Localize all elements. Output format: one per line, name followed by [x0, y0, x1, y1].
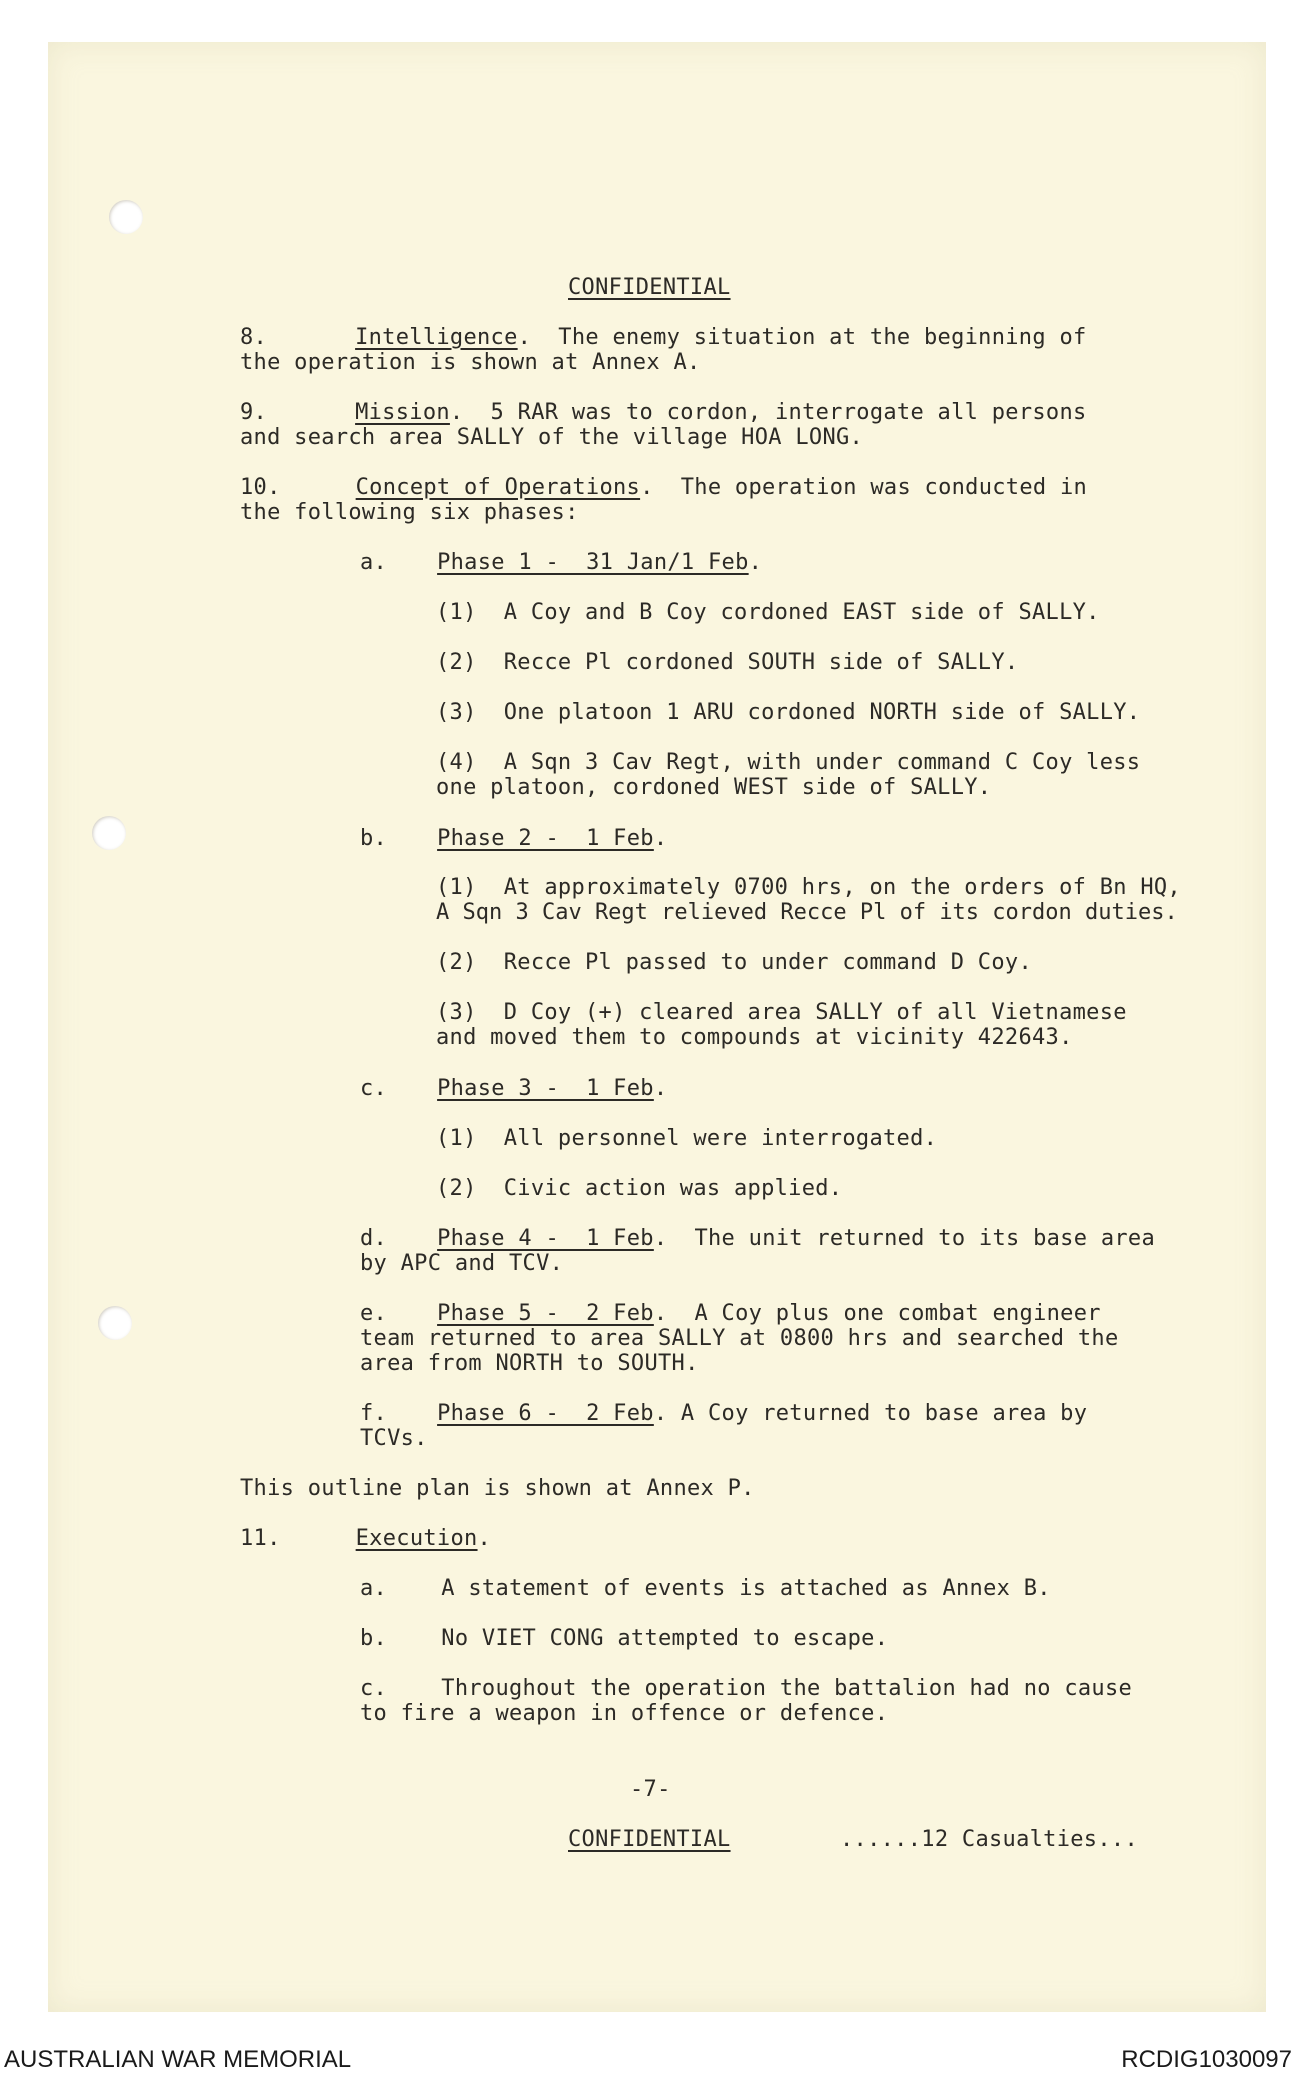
phase-a-letter: a.	[360, 550, 388, 575]
para11-item-a: a. A statement of events is attached as Annex B.	[360, 1576, 1051, 1601]
phase-e-letter: e.	[360, 1301, 388, 1326]
para8-line1	[240, 325, 1087, 350]
archive-footer-left: AUSTRALIAN WAR MEMORIAL	[4, 2046, 352, 2073]
phase-c-heading: c. Phase 3 - 1 Feb.	[360, 1076, 668, 1101]
para10-heading: Concept of Operations	[355, 475, 641, 500]
phase-b-item2: (2) Recce Pl passed to under command D Coy.	[436, 950, 1032, 975]
phase-a-heading: a. Phase 1 - 31 Jan/1 Feb.	[360, 550, 763, 575]
para11-heading-suffix: .	[477, 1526, 492, 1551]
phase-b-heading: b. Phase 2 - 1 Feb.	[360, 826, 668, 851]
para10-line1	[240, 475, 1087, 500]
phase-e-line3: area from NORTH to SOUTH.	[360, 1351, 699, 1376]
punch-hole-top	[109, 200, 143, 234]
phase-a-title: Phase 1 - 31 Jan/1 Feb	[437, 550, 749, 575]
phase-a-item2: (2) Recce Pl cordoned SOUTH side of SALLY.	[436, 650, 1019, 675]
phase-f-title: Phase 6 - 2 Feb	[437, 1401, 654, 1426]
para9-text: . 5 RAR was to cordon, interrogate all persons	[449, 400, 1087, 425]
phase-d-letter: d.	[360, 1226, 388, 1251]
para10-line2: the following six phases:	[240, 500, 579, 525]
phase-b-item1-line1: (1) At approximately 0700 hrs, on the orders of Bn HQ,	[436, 875, 1181, 900]
para10-number: 10.	[240, 475, 281, 500]
phase-c-letter: c.	[360, 1076, 388, 1101]
phase-c-item1: (1) All personnel were interrogated.	[436, 1126, 938, 1151]
phase-b-item1-line2: A Sqn 3 Cav Regt relieved Recce Pl of its cordon duties.	[436, 900, 1178, 925]
phase-a-item1: (1) A Coy and B Coy cordoned EAST side of SALLY.	[436, 600, 1100, 625]
phase-e-line2: team returned to area SALLY at 0800 hrs and searched the	[360, 1326, 1119, 1351]
phase-b-title: Phase 2 - 1 Feb	[437, 826, 654, 851]
phase-f-line2: TCVs.	[360, 1426, 428, 1451]
confidential-header: CONFIDENTIAL	[568, 275, 731, 300]
phase-e-line1	[360, 1301, 1101, 1326]
phase-d-text: . The unit returned to its base area	[653, 1226, 1155, 1251]
para8-text: . The enemy situation at the beginning of	[517, 325, 1087, 350]
para8-heading: Intelligence	[355, 325, 518, 350]
phase-d-line2: by APC and TCV.	[360, 1251, 564, 1276]
page-number: -7-	[630, 1777, 671, 1802]
phase-d-title: Phase 4 - 1 Feb	[437, 1226, 654, 1251]
phase-c-item2: (2) Civic action was applied.	[436, 1176, 843, 1201]
phase-b-item3-line2: and moved them to compounds at vicinity 422643.	[436, 1025, 1073, 1050]
phase-f-text: . A Coy returned to base area by	[653, 1401, 1088, 1426]
confidential-footer: CONFIDENTIAL	[568, 1827, 731, 1852]
para9-line1	[240, 400, 1087, 425]
para9-heading: Mission	[355, 400, 450, 425]
para11-item-c-line1: c. Throughout the operation the battalion had no cause	[360, 1676, 1133, 1701]
phase-d-line1	[360, 1226, 1155, 1251]
para10-text: . The operation was conducted in	[640, 475, 1088, 500]
para8-line2: the operation is shown at Annex A.	[240, 350, 701, 375]
continuation-text: ......12 Casualties...	[840, 1827, 1138, 1852]
punch-hole-middle	[92, 816, 126, 850]
para11-number: 11.	[240, 1526, 281, 1551]
punch-hole-bottom	[98, 1306, 132, 1340]
para9-number: 9.	[240, 400, 268, 425]
archive-footer-right: RCDIG1030097	[1121, 2046, 1292, 2073]
para8-number: 8.	[240, 325, 268, 350]
para11-line	[240, 1526, 491, 1551]
phase-a-item3: (3) One platoon 1 ARU cordoned NORTH side of SALLY.	[436, 700, 1141, 725]
outline-plan-text: This outline plan is shown at Annex P.	[240, 1476, 755, 1501]
phase-f-line1	[360, 1401, 1087, 1426]
para11-item-b: b. No VIET CONG attempted to escape.	[360, 1626, 889, 1651]
para11-item-c-line2: to fire a weapon in offence or defence.	[360, 1701, 889, 1726]
phase-e-text: . A Coy plus one combat engineer	[653, 1301, 1101, 1326]
para11-heading: Execution	[355, 1526, 478, 1551]
phase-f-letter: f.	[360, 1401, 388, 1426]
phase-a-item4-line2: one platoon, cordoned WEST side of SALLY.	[436, 775, 992, 800]
phase-b-letter: b.	[360, 826, 388, 851]
phase-e-title: Phase 5 - 2 Feb	[437, 1301, 654, 1326]
para9-line2: and search area SALLY of the village HOA LONG.	[240, 425, 864, 450]
phase-b-item3-line1: (3) D Coy (+) cleared area SALLY of all Vietnamese	[436, 1000, 1127, 1025]
phase-a-item4-line1: (4) A Sqn 3 Cav Regt, with under command C Coy less	[436, 750, 1141, 775]
phase-c-title: Phase 3 - 1 Feb	[437, 1076, 654, 1101]
